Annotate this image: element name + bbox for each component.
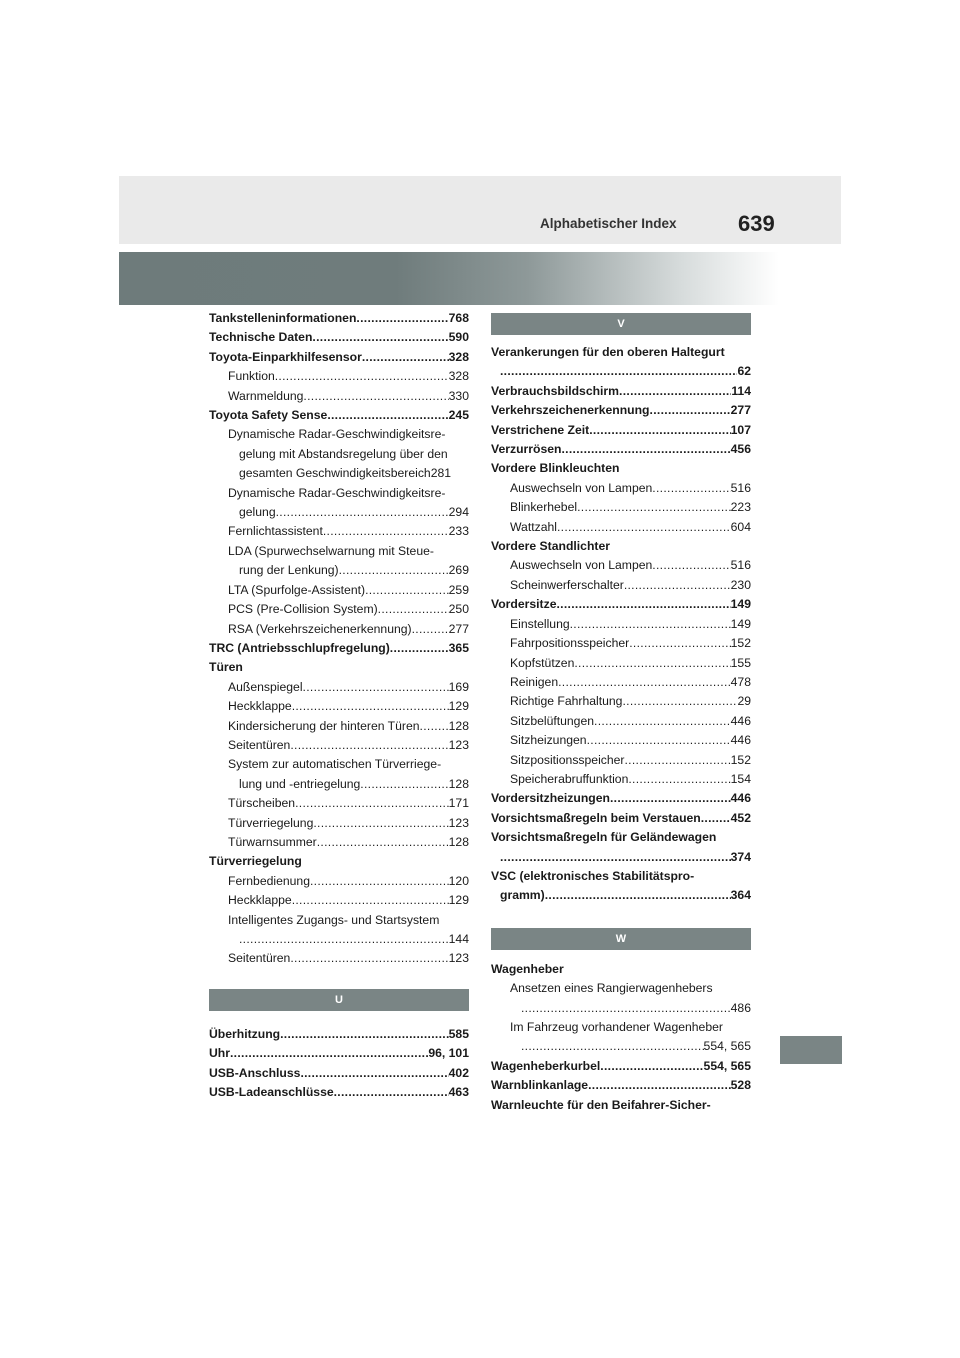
entry-page-number: 245 (448, 408, 469, 423)
index-entry (491, 999, 751, 1018)
entry-term: Toyota-Einparkhilfesensor (209, 349, 362, 364)
index-entry (209, 581, 469, 600)
entry-term: Verstrichene Zeit (491, 422, 590, 437)
index-entry (209, 620, 469, 639)
dot-leader (276, 503, 449, 522)
index-entry: LDA (Spurwechselwarnung mit Steue- (228, 543, 434, 558)
index-entry (209, 406, 469, 425)
entry-term: Verzurrösen (491, 442, 562, 457)
dot-leader (412, 620, 449, 639)
dot-leader (230, 1044, 428, 1063)
entry-page-number: 446 (730, 791, 751, 806)
entry-term: USB-Ladeanschlüsse (209, 1085, 334, 1100)
index-entry (491, 615, 751, 634)
entry-page-number: 114 (731, 383, 751, 398)
dot-leader (521, 999, 731, 1018)
entry-term: Verkehrszeichenerkennung (491, 403, 650, 418)
index-entry (491, 673, 751, 692)
entry-term: Uhr (209, 1046, 230, 1061)
entry-term: Vordersitzheizungen (491, 791, 610, 806)
entry-page-number: 149 (730, 597, 751, 612)
entry-term: gramm) (500, 888, 545, 903)
entry-page-number: 516 (730, 480, 751, 495)
entry-term: gelung (239, 505, 276, 520)
index-group-w (491, 960, 751, 1115)
index-entry (491, 886, 751, 905)
dot-leader (652, 479, 730, 498)
dot-leader (570, 615, 731, 634)
index-entry (491, 382, 751, 401)
entry-page-number: 154 (730, 771, 751, 786)
index-entry (209, 1044, 469, 1063)
entry-page-number: 62 (737, 364, 751, 379)
index-entry (209, 814, 469, 833)
entry-term: Funktion (228, 369, 275, 384)
entry-page-number: 374 (730, 849, 751, 864)
index-group-u (209, 1025, 469, 1103)
index-entry (209, 309, 469, 328)
entry-term: PCS (Pre-Collision System) (228, 602, 378, 617)
dot-leader (323, 522, 449, 541)
index-entry (209, 522, 469, 541)
index-entry (209, 736, 469, 755)
entry-page-number: 277 (730, 403, 751, 418)
entry-term: Richtige Fahrhaltung (510, 694, 623, 709)
dot-leader (292, 891, 449, 910)
entry-page-number: 129 (448, 699, 469, 714)
entry-page-number: 149 (730, 616, 751, 631)
entry-page-number: 123 (448, 951, 469, 966)
index-entry (491, 479, 751, 498)
index-entry (491, 595, 751, 614)
dot-leader (629, 634, 730, 653)
entry-page-number: 365 (448, 640, 469, 655)
entry-page-number: 230 (730, 577, 751, 592)
entry-term: Sitzpositionsspeicher (510, 752, 625, 767)
dot-leader (300, 1064, 448, 1083)
entry-term: gesamten Geschwindigkeitsbereich (239, 466, 431, 481)
index-entry: Vordere Standlichter (491, 539, 610, 554)
dot-leader (420, 717, 449, 736)
index-entry (491, 654, 751, 673)
index-group-v (491, 343, 751, 906)
entry-term: TRC (Antriebsschlupfregelung) (209, 640, 390, 655)
entry-page-number: 250 (448, 602, 469, 617)
index-entry (491, 421, 751, 440)
entry-page-number: 259 (448, 582, 469, 597)
entry-term: Blinkerhebel (510, 500, 578, 515)
dot-leader (327, 406, 448, 425)
dot-leader (588, 1076, 731, 1095)
index-group-t (209, 309, 469, 969)
dot-leader (290, 949, 448, 968)
entry-page-number: 364 (730, 888, 751, 903)
dot-leader (557, 518, 731, 537)
entry-term: rung der Lenkung) (239, 563, 339, 578)
index-entry (209, 891, 469, 910)
index-entry: Im Fahrzeug vorhandener Wagenheber (510, 1020, 723, 1034)
entry-term: Auswechseln von Lampen (510, 558, 653, 573)
entry-term: Wagenheberkurbel (491, 1058, 601, 1073)
entry-term: Wattzahl (510, 519, 557, 534)
entry-term: Scheinwerferschalter (510, 577, 624, 592)
entry-page-number: 128 (448, 834, 469, 849)
index-entry (491, 809, 751, 828)
index-entry (491, 440, 751, 459)
entry-page-number: 223 (730, 500, 751, 515)
dot-leader (589, 421, 730, 440)
index-entry (209, 503, 469, 522)
entry-page-number: 171 (448, 796, 469, 811)
entry-page-number: 144 (448, 932, 469, 946)
index-entry: Intelligentes Zugangs- und Startsystem (228, 912, 440, 927)
dot-leader (594, 712, 731, 731)
dot-leader (290, 736, 448, 755)
entry-term: LTA (Spurfolge-Assistent) (228, 582, 366, 597)
entry-page-number: 152 (730, 636, 751, 651)
entry-term: Toyota Safety Sense (209, 408, 328, 423)
entry-page-number: 277 (448, 621, 469, 636)
index-entry (491, 789, 751, 808)
index-entry: Türverriegelung (209, 854, 302, 869)
index-entry: VSC (elektronisches Stabilitätspro- (491, 868, 695, 883)
entry-page-number: 463 (448, 1085, 469, 1100)
entry-page-number: 294 (448, 505, 469, 520)
dot-leader (521, 1037, 704, 1056)
entry-page-number: 129 (448, 893, 469, 908)
index-entry (209, 348, 469, 367)
dot-leader (558, 673, 731, 692)
dot-leader (624, 751, 730, 770)
entry-page-number: 604 (730, 519, 751, 534)
dot-leader (239, 930, 449, 949)
dot-leader (317, 833, 449, 852)
entry-page-number: 528 (730, 1078, 751, 1093)
index-entry (209, 464, 469, 483)
entry-term: Heckklappe (228, 699, 292, 714)
dot-leader (378, 600, 449, 619)
index-entry: Türen (209, 660, 243, 675)
index-entry (209, 1064, 469, 1083)
entry-page-number: 269 (448, 563, 469, 578)
index-entry: Verankerungen für den oberen Haltegurt (491, 345, 725, 359)
entry-page-number: 456 (730, 442, 751, 457)
entry-page-number: 328 (448, 349, 469, 364)
entry-page-number: 452 (730, 810, 751, 825)
index-entry (209, 717, 469, 736)
entry-page-number: 128 (448, 776, 469, 791)
entry-term: Überhitzung (209, 1026, 281, 1041)
letter-header-w: W (491, 928, 751, 950)
index-column-left (209, 309, 469, 1102)
index-entry (491, 712, 751, 731)
index-entry (209, 1025, 469, 1044)
entry-term: Verbrauchsbildschirm (491, 383, 620, 398)
entry-term: Technische Daten (209, 330, 313, 345)
dot-leader (310, 872, 449, 891)
entry-term: Heckklappe (228, 893, 292, 908)
entry-term: Türwarnsummer (228, 834, 317, 849)
index-entry (209, 794, 469, 813)
index-entry (209, 872, 469, 891)
index-entry (491, 362, 751, 381)
entry-page-number: 446 (730, 713, 751, 728)
entry-term: Seitentüren (228, 737, 291, 752)
entry-term: Reinigen (510, 674, 559, 689)
dot-leader (313, 814, 448, 833)
index-entry (209, 1083, 469, 1102)
dot-leader (365, 581, 449, 600)
entry-page-number: 120 (448, 873, 469, 888)
entry-term: Seitentüren (228, 951, 291, 966)
index-entry (209, 561, 469, 580)
entry-page-number: 590 (448, 330, 469, 345)
index-entry (491, 770, 751, 789)
index-entry: Dynamische Radar-Geschwindigkeitsre- (228, 485, 446, 500)
dot-leader (628, 770, 730, 789)
index-entry (209, 600, 469, 619)
dot-leader (622, 692, 737, 711)
index-entry (491, 751, 751, 770)
index-entry: Wagenheber (491, 961, 564, 976)
letter-header-u: U (209, 989, 469, 1011)
entry-term: Fahrpositionsspeicher (510, 636, 630, 651)
index-entry (491, 1037, 751, 1056)
index-entry: Vordere Blinkleuchten (491, 461, 620, 476)
index-entry (491, 401, 751, 420)
chapter-side-tab (780, 1036, 842, 1064)
entry-page-number: 328 (448, 369, 469, 384)
index-entry (209, 930, 469, 949)
dot-leader (303, 387, 448, 406)
entry-term: Vordersitze (491, 597, 557, 612)
entry-term: lung und -entriegelung (239, 776, 361, 791)
entry-term: Warnmeldung (228, 388, 304, 403)
index-entry (491, 1057, 751, 1076)
entry-page-number: 281 (430, 466, 452, 481)
index-entry (491, 498, 751, 517)
dot-leader (356, 309, 448, 328)
entry-page-number: 128 (448, 718, 469, 733)
decorative-gradient-band (119, 252, 779, 305)
index-entry (209, 328, 469, 347)
entry-page-number: 768 (448, 311, 469, 325)
dot-leader (339, 561, 449, 580)
entry-page-number: 516 (730, 558, 751, 573)
entry-page-number: 169 (448, 679, 469, 694)
entry-term: USB-Anschluss (209, 1065, 301, 1080)
dot-leader (360, 775, 448, 794)
entry-term: Sitzheizungen (510, 733, 587, 748)
index-entry (209, 833, 469, 852)
entry-term: Auswechseln von Lampen (510, 480, 653, 495)
entry-term: Vorsichtsmaßregeln beim Verstauen (491, 810, 701, 825)
entry-term: Fernlichtassistent (228, 524, 323, 539)
entry-page-number: 155 (730, 655, 751, 670)
dot-leader (600, 1057, 703, 1076)
entry-term: Fernbedienung (228, 873, 310, 888)
index-entry: Dynamische Radar-Geschwindigkeitsre- (228, 427, 446, 442)
dot-leader (334, 1083, 449, 1102)
dot-leader (556, 595, 730, 614)
entry-page-number: 123 (448, 815, 469, 830)
index-entry: System zur automatischen Türverriege- (228, 757, 442, 772)
index-entry (209, 678, 469, 697)
dot-leader (577, 498, 731, 517)
index-entry: Ansetzen eines Rangierwagenhebers (510, 981, 713, 996)
dot-leader (619, 382, 731, 401)
index-entry: Warnleuchte für den Beifahrer-Sicher- (491, 1097, 711, 1112)
index-entry (491, 556, 751, 575)
dot-leader (545, 886, 731, 905)
index-column-right (491, 309, 751, 1115)
index-entry (491, 848, 751, 867)
entry-page-number: 107 (730, 422, 751, 437)
dot-leader (275, 367, 449, 386)
entry-page-number: 402 (448, 1065, 469, 1080)
entry-term: Warnblinkanlage (491, 1078, 589, 1093)
dot-leader (500, 362, 737, 381)
dot-leader (610, 789, 731, 808)
index-entry (209, 367, 469, 386)
index-entry (491, 576, 751, 595)
entry-term: Sitzbelüftungen (510, 713, 595, 728)
entry-term: Kindersicherung der hinteren Türen (228, 718, 420, 733)
entry-page-number: 554, 565 (703, 1039, 751, 1054)
index-entry (209, 387, 469, 406)
dot-leader (624, 576, 731, 595)
dot-leader (561, 440, 730, 459)
entry-page-number: 486 (730, 1000, 751, 1015)
entry-page-number: 233 (448, 524, 469, 539)
index-entry: Vorsichtsmaßregeln für Geländewagen (491, 830, 717, 845)
entry-page-number: 446 (730, 733, 751, 748)
dot-leader (295, 794, 449, 813)
index-entry (491, 518, 751, 537)
dot-leader (292, 697, 449, 716)
page-number: 639 (738, 211, 775, 236)
index-entry (491, 1076, 751, 1095)
index-entry (491, 731, 751, 750)
index-entry (209, 639, 469, 658)
entry-page-number: 96, 101 (428, 1046, 469, 1061)
dot-leader (500, 848, 731, 867)
entry-term: Speicherabruffunktion (510, 771, 629, 786)
entry-page-number: 478 (730, 674, 751, 689)
entry-page-number: 554, 565 (703, 1058, 751, 1073)
dot-leader (587, 731, 731, 750)
entry-page-number: 123 (448, 737, 469, 752)
entry-term: Türverriegelung (228, 815, 314, 830)
index-entry (209, 775, 469, 794)
dot-leader (574, 654, 730, 673)
entry-page-number: 585 (448, 1026, 469, 1041)
letter-header-v: V (491, 313, 751, 335)
dot-leader (362, 348, 449, 367)
index-entry (209, 949, 469, 968)
dot-leader (303, 678, 449, 697)
entry-term: Türscheiben (228, 796, 296, 811)
dot-leader (312, 328, 448, 347)
entry-page-number: 330 (448, 388, 469, 403)
header-band (119, 176, 841, 244)
entry-term: Tankstelleninformationen (209, 311, 357, 325)
index-entry (209, 697, 469, 716)
dot-leader (701, 809, 731, 828)
entry-term: Einstellung (510, 616, 570, 631)
entry-page-number: 29 (737, 694, 751, 709)
dot-leader (650, 401, 731, 420)
section-title: Alphabetischer Index (540, 216, 677, 231)
index-entry: gelung mit Abstandsregelung über den (239, 446, 448, 461)
dot-leader (652, 556, 730, 575)
index-entry (491, 692, 751, 711)
dot-leader (390, 639, 449, 658)
dot-leader (280, 1025, 449, 1044)
entry-term: Außenspiegel (228, 679, 303, 694)
index-entry (491, 634, 751, 653)
entry-page-number: 152 (730, 752, 751, 767)
entry-term: Kopfstützen (510, 655, 575, 670)
entry-term: RSA (Verkehrszeichenerkennung) (228, 621, 412, 636)
